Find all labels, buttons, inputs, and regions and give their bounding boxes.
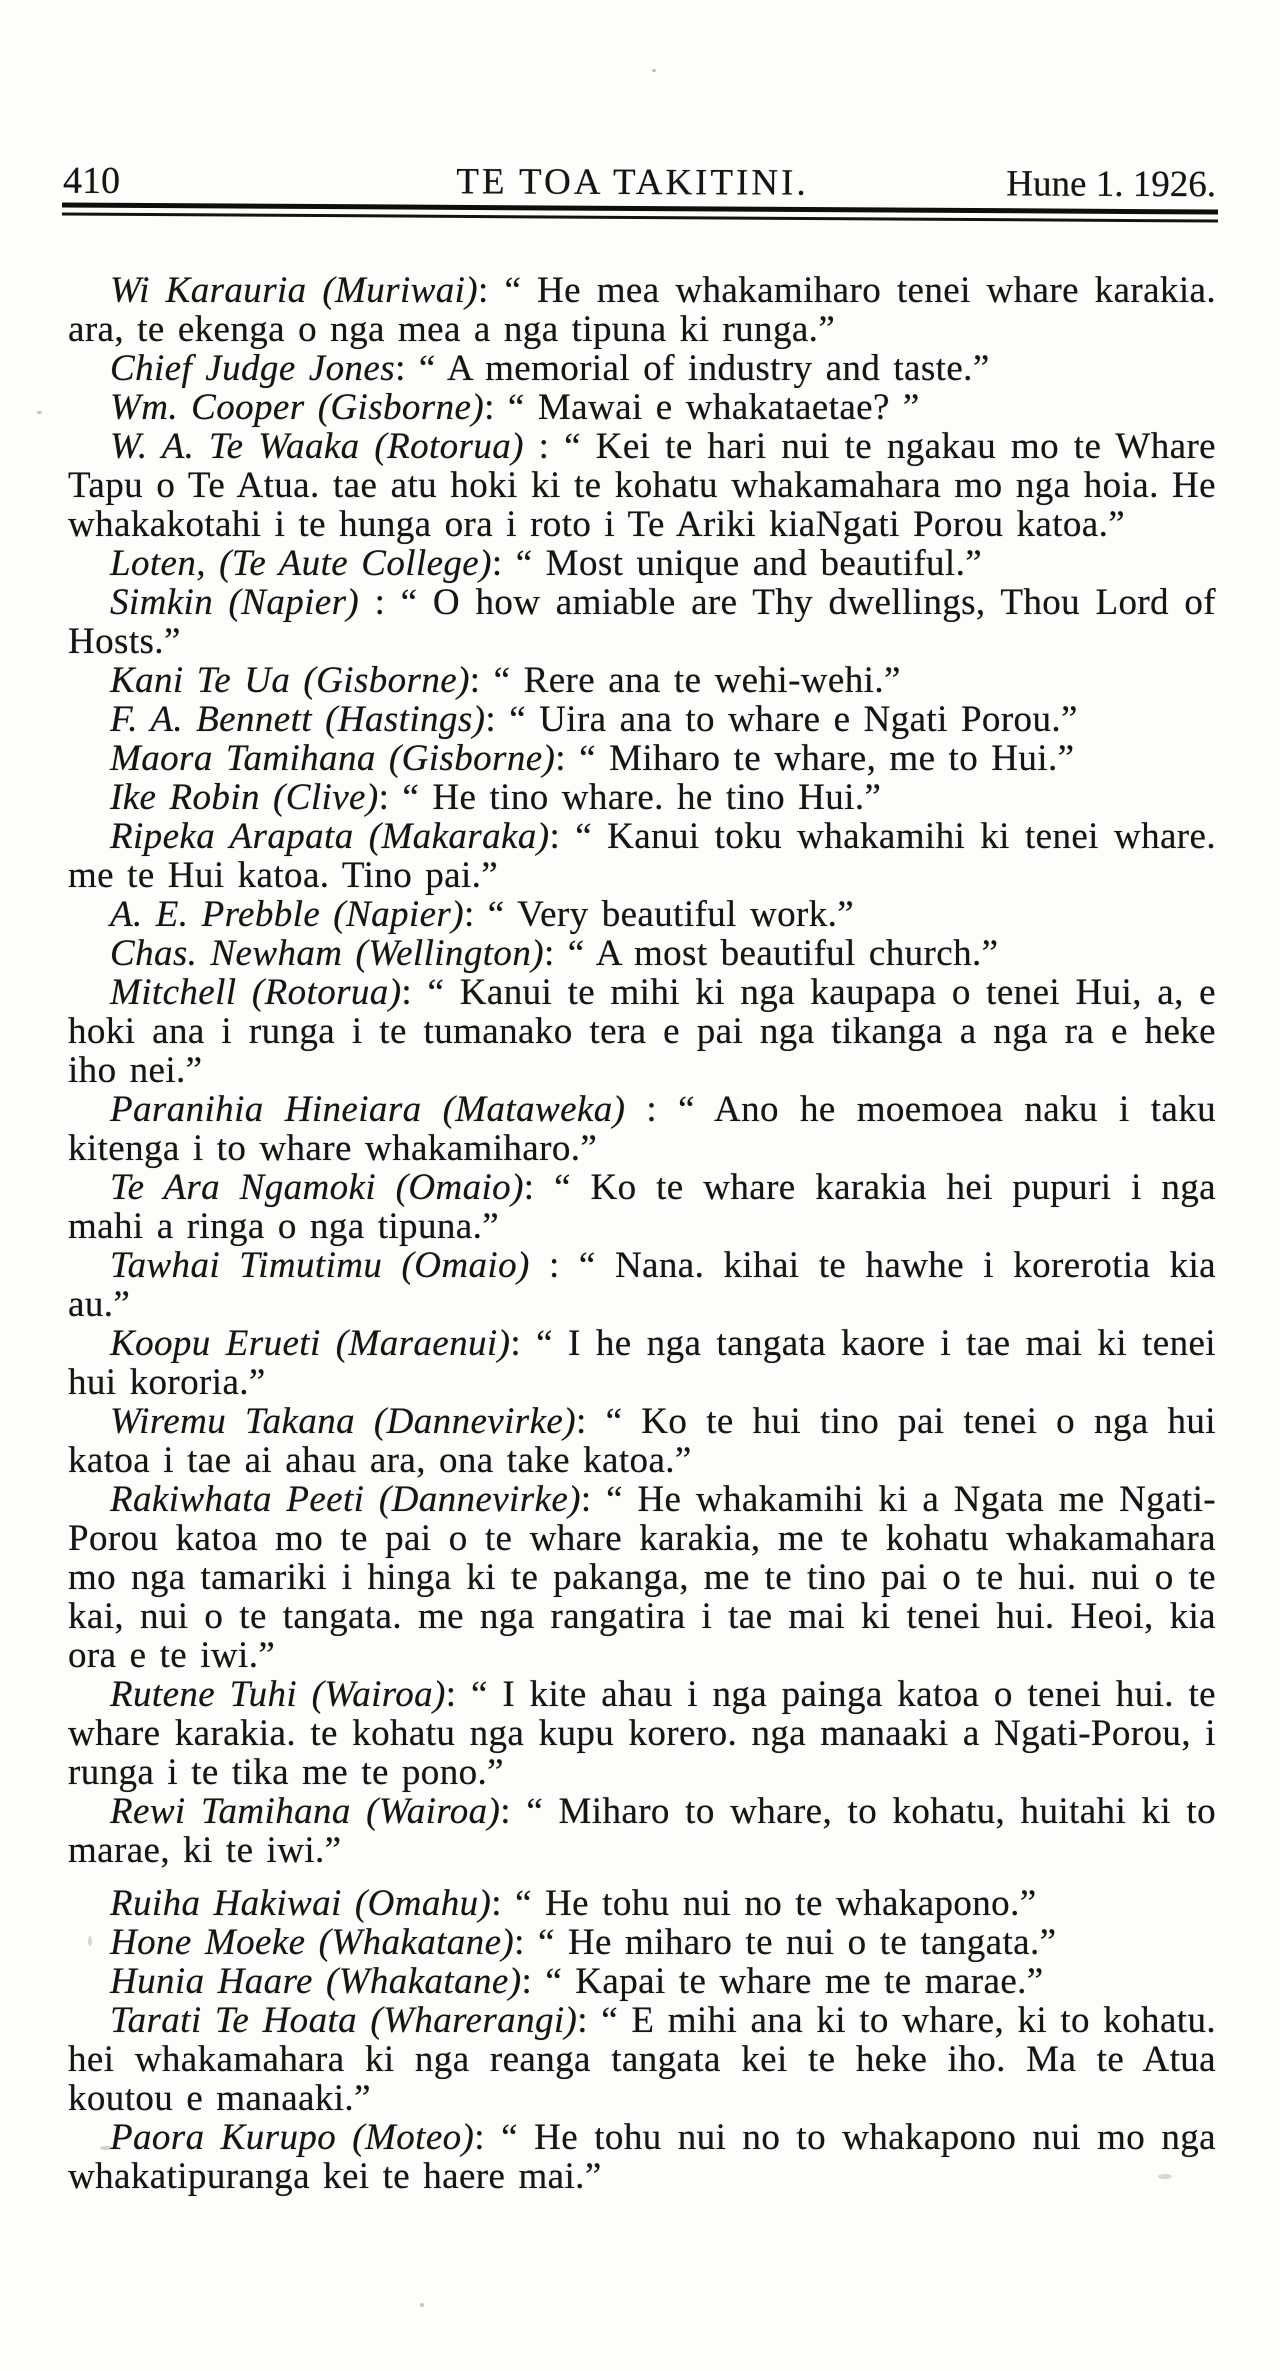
testimonial-paragraph — [68, 1884, 1216, 1923]
page-number: 410 — [62, 159, 121, 203]
issue-date: Hune 1. 1926. — [1006, 163, 1217, 206]
speaker-separator: : — [521, 1961, 546, 2002]
page-header — [63, 161, 1216, 209]
speaker-name: Maora Tamihana (Gisborne) — [110, 738, 556, 779]
quote-text: “ He tohu nui no te whakapono.” — [515, 1883, 1037, 1924]
speaker-name: Ruiha Hakiwai (Omahu) — [110, 1883, 492, 1924]
speaker-name: Wm. Cooper (Gisborne) — [110, 387, 485, 428]
testimonial-paragraph — [68, 271, 1216, 349]
speaker-separator: : — [580, 1479, 607, 1520]
scan-speckle — [652, 69, 656, 72]
speaker-name: Wiremu Takana (Dannevirke) — [110, 1401, 576, 1442]
quote-text: “ Uira ana to whare e Ngati Porou.” — [509, 699, 1078, 740]
quote-text: “ Most unique and beautiful.” — [515, 543, 983, 584]
testimonial-paragraph — [68, 1792, 1216, 1870]
speaker-separator: : — [485, 699, 510, 740]
speaker-name: Tarati Te Hoata (Wharerangi) — [110, 2000, 578, 2041]
speaker-separator: : — [500, 1791, 527, 1832]
speaker-separator: : — [491, 543, 516, 584]
quote-text: “ He tino whare. he tino Hui.” — [402, 777, 882, 818]
testimonial-paragraph — [68, 700, 1216, 739]
quote-text: “ Miharo to whare, to kohatu, huitahi ki to marae, ki te iwi.” — [68, 1791, 1216, 1871]
testimonial-paragraph — [68, 544, 1216, 583]
testimonial-paragraph — [68, 895, 1216, 934]
speaker-separator: : — [463, 894, 488, 935]
testimonial-paragraph — [68, 2118, 1216, 2196]
testimonial-paragraph — [68, 934, 1216, 973]
quote-text: “ A most beautiful church.” — [567, 933, 999, 974]
speaker-name: Wi Karauria (Muriwai) — [110, 270, 479, 311]
testimonial-paragraph — [68, 661, 1216, 700]
speaker-name: Ripeka Arapata (Makaraka) — [110, 816, 550, 857]
testimonial-paragraph — [68, 817, 1216, 895]
testimonial-paragraph — [68, 778, 1216, 817]
speaker-name: Rakiwhata Peeti (Dannevirke) — [110, 1479, 581, 1520]
testimonial-paragraph — [68, 1923, 1216, 1962]
testimonial-paragraph — [68, 427, 1216, 544]
speaker-separator: : — [510, 1323, 537, 1364]
testimonial-paragraph — [68, 349, 1216, 388]
quote-text: “ I kite ahau i nga painga katoa o tenei hui. te whare karakia. te kohatu nga kupu korero. nga manaaki a Ngati-Porou, i runga i te tika me te pono.” — [68, 1674, 1216, 1793]
quote-text: “ Ko te hui tino pai tenei o nga hui katoa i tae ai ahau ara, ona take katoa.” — [68, 1401, 1216, 1481]
speaker-name: Rutene Tuhi (Wairoa) — [110, 1674, 446, 1715]
testimonial-paragraph — [68, 583, 1216, 661]
speaker-separator: : — [523, 1167, 555, 1208]
testimonial-paragraph — [68, 1675, 1216, 1792]
speaker-separator: : — [523, 426, 565, 467]
speaker-name: F. A. Bennett (Hastings) — [110, 699, 486, 740]
speaker-separator: : — [395, 348, 419, 389]
masthead-title: TE TOA TAKITINI. — [456, 161, 809, 204]
speaker-name: Rewi Tamihana (Wairoa) — [110, 1791, 501, 1832]
speaker-separator: : — [478, 270, 505, 311]
speaker-separator: : — [469, 660, 494, 701]
quote-text: “ Kanui te mihi ki nga kaupapa o tenei Hui, a, e hoki ana i runga i te tumanako tera e pai nga tikanga a nga ra e heke iho nei.” — [68, 972, 1216, 1091]
speaker-name: W. A. Te Waaka (Rotorua) — [110, 426, 524, 467]
speaker-name: Loten, (Te Aute College) — [110, 543, 492, 584]
speaker-separator: : — [378, 777, 403, 818]
speaker-name: Simkin (Napier) — [110, 582, 360, 623]
quote-text: “ Kanui toku whakamihi ki tenei whare. me te Hui katoa. Tino pai.” — [68, 816, 1216, 896]
speaker-separator: : — [543, 933, 568, 974]
quote-text: “ Miharo te whare, me to Hui.” — [579, 738, 1075, 779]
speaker-name: Hone Moeke (Whakatane) — [110, 1922, 515, 1963]
testimonial-paragraph — [68, 1168, 1216, 1246]
testimonial-paragraph — [68, 1480, 1216, 1675]
speaker-name: Te Ara Ngamoki (Omaio) — [110, 1167, 524, 1208]
quote-text: “ Rere ana te wehi-wehi.” — [493, 660, 901, 701]
scan-speckle — [420, 2303, 424, 2307]
quote-text: “ Ano he moemoea naku i taku kitenga i to whare whakamiharo.” — [68, 1089, 1217, 1169]
speaker-name: Mitchell (Rotorua) — [110, 972, 402, 1013]
speaker-name: Chief Judge Jones — [110, 348, 396, 389]
quote-text: “ Mawai e whakataetae? ” — [507, 387, 920, 428]
quote-text: “ A memorial of industry and taste.” — [418, 348, 990, 389]
speaker-separator: : — [484, 387, 508, 428]
speaker-separator: : — [555, 738, 580, 779]
speaker-separator: : — [577, 2000, 602, 2041]
speaker-name: Chas. Newham (Wellington) — [110, 933, 544, 974]
testimonial-paragraph — [68, 1324, 1216, 1402]
testimonial-list — [68, 271, 1216, 2196]
quote-text: “ Nana. kihai te hawhe i korerotia kia au.” — [68, 1245, 1216, 1325]
testimonial-paragraph — [68, 1962, 1216, 2001]
speaker-name: Ike Robin (Clive) — [110, 777, 379, 818]
quote-text: “ He tohu nui no to whakapono nui mo nga whakatipuranga kei te haere mai.” — [68, 2117, 1216, 2197]
speaker-separator: : — [491, 1883, 516, 1924]
speaker-separator: : — [474, 2117, 502, 2158]
speaker-separator: : — [625, 1089, 679, 1130]
quote-text: “ E mihi ana ki to whare, ki to kohatu. hei whakamahara ki nga reanga tangata kei te heke iho. Ma te Atua koutou e manaaki.” — [68, 2000, 1216, 2119]
quote-text: “ Kei te hari nui te ngakau mo te Whare Tapu o Te Atua. tae atu hoki ki te kohatu whakamahara mo nga hoia. He whakakotahi i te hunga ora i roto i Te Ariki kiaNgati Porou katoa.” — [68, 426, 1216, 545]
testimonial-paragraph — [68, 739, 1216, 778]
scan-speckle — [37, 411, 42, 414]
scan-speckle — [88, 1936, 92, 1946]
quote-text: “ I he nga tangata kaore i tae mai ki tenei hui kororia.” — [68, 1323, 1216, 1403]
speaker-name: Koopu Erueti (Maraenui) — [110, 1323, 511, 1364]
scan-speckle — [100, 2146, 112, 2150]
rule-thin — [62, 212, 1218, 222]
speaker-name: A. E. Prebble (Napier) — [110, 894, 464, 935]
testimonial-paragraph — [68, 2001, 1216, 2118]
quote-text: “ O how amiable are Thy dwellings, Thou Lord of Hosts.” — [68, 582, 1216, 662]
scan-speckle — [1158, 2174, 1172, 2179]
speaker-separator: : — [549, 816, 576, 857]
quote-text: “ He mea whakamiharo tenei whare karakia. ara, te ekenga o nga mea a nga tipuna ki runga.” — [68, 270, 1216, 350]
speaker-separator: : — [529, 1245, 579, 1286]
quote-text: “ Kapai te whare me te marae.” — [545, 1961, 1044, 2002]
speaker-name: Hunia Haare (Whakatane) — [110, 1961, 522, 2002]
speaker-name: Paranihia Hineiara (Mataweka) — [110, 1089, 626, 1130]
speaker-name: Kani Te Ua (Gisborne) — [110, 660, 470, 701]
speaker-separator: : — [359, 582, 401, 623]
speaker-separator: : — [514, 1922, 538, 1963]
speaker-name: Paora Kurupo (Moteo) — [110, 2117, 475, 2158]
testimonial-paragraph — [68, 388, 1216, 427]
speaker-separator: : — [401, 972, 428, 1013]
speaker-name: Tawhai Timutimu (Omaio) — [110, 1245, 530, 1286]
quote-text: “ He whakamihi ki a Ngata me Ngati-Porou katoa mo te pai o te whare karakia, me te kohatu whakamahara mo nga tamariki i hinga ki te pakanga, me te tino pai o te hui. nui o te kai, nui o te tangata. me nga rangatira i tae mai ki tenei hui. Heoi, kia ora e te iwi.” — [68, 1479, 1216, 1676]
quote-text: “ Very beautiful work.” — [487, 894, 855, 935]
testimonial-paragraph — [68, 1246, 1216, 1324]
speaker-separator: : — [445, 1674, 471, 1715]
quote-text: “ Ko te whare karakia hei pupuri i nga mahi a ringa o nga tipuna.” — [68, 1167, 1216, 1247]
testimonial-paragraph — [68, 1402, 1216, 1480]
quote-text: “ He miharo te nui o te tangata.” — [537, 1922, 1057, 1963]
speaker-separator: : — [575, 1401, 606, 1442]
testimonial-paragraph — [68, 1090, 1216, 1168]
testimonial-paragraph — [68, 973, 1216, 1090]
